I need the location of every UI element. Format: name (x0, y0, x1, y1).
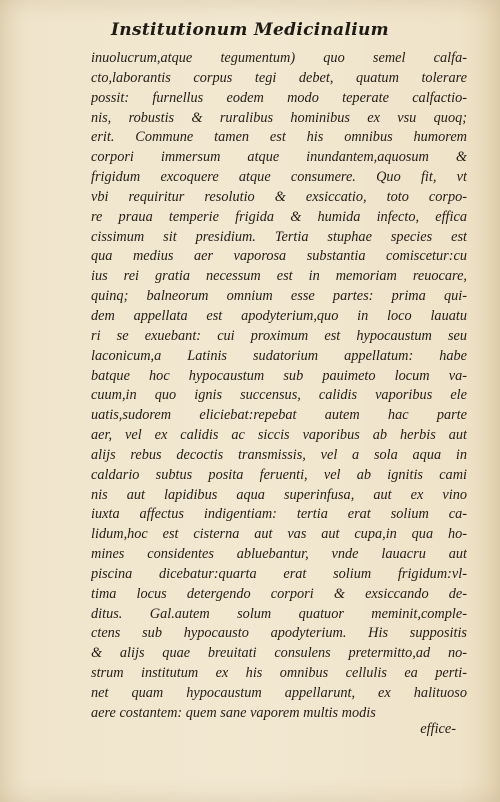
text-line: inuolucrum,atque tegumentum) quo semel calfa- (91, 50, 467, 66)
text-line: iuxta affectus indigentiam: tertia erat solium ca- (91, 506, 467, 523)
text-line: net quam hypocaustum appellarunt, ex halituoso (91, 685, 467, 701)
text-line: vbi requiritur resolutio & exsiccatio, toto corpo- (91, 188, 467, 205)
running-title: Institutionum Medicinalium (111, 20, 389, 40)
text-line: frigidum excoquere atque consumere. Quo fit, vt (91, 169, 467, 186)
text-line: ctens sub hypocausto apodyterium. His suppositis (91, 625, 467, 642)
text-line: erit. Commune tamen est his omnibus humorem (91, 129, 467, 146)
text-line: caldario subtus posita feruenti, vel ab ignitis cami (91, 466, 467, 483)
text-line: qua medius aer vaporosa substantia comiscetur:cu (91, 248, 467, 265)
text-line: aere costantem: quem sane vaporem multis modis (91, 704, 376, 721)
text-line: piscina dicebatur:quarta erat solium frigidum:vl- (91, 565, 467, 582)
text-line: lidum,hoc est cisterna aut vas aut cupa,in qua ho- (91, 526, 467, 543)
catchword: effice- (420, 721, 456, 737)
text-line: cto,laborantis corpus tegi debet, quatum tolerare (91, 69, 467, 86)
text-line: aer, vel ex calidis ac siccis vaporibus ab herbis aut (91, 427, 467, 444)
text-line: mines considentes abluebantur, vnde lauacru aut (91, 546, 467, 563)
text-line: strum institutum ex his omnibus cellulis ea perti- (91, 665, 467, 682)
text-line: nis, robustis & ruralibus hominibus ex vsu quoq; (91, 109, 467, 126)
text-line: cissimum sit presidium. Tertia stuphae species est (91, 228, 467, 245)
text-line: ri se exuebant: cui proximum est hypocaustum seu (91, 327, 467, 344)
text-line: nis aut lapidibus aqua superinfusa, aut ex vino (91, 486, 467, 503)
body-text (91, 49, 467, 724)
text-line: possit: furnellus eodem modo teperate calfactio- (91, 89, 467, 106)
text-line: dem appellata est apodyterium,quo in loco lauatu (91, 307, 467, 324)
text-line: alijs rebus decoctis transmissis, vel a sola aqua in (91, 446, 467, 463)
text-line: cuum,in quo ignis succensus, calidis vaporibus ele (91, 387, 467, 404)
text-line: quinq; balneorum omnium esse partes: prima qui- (91, 288, 467, 305)
text-line: ditus. Gal.autem solum quatuor meminit,comple- (91, 605, 467, 622)
text-line: ius rei gratia necessum est in memoriam reuocare, (91, 268, 467, 285)
text-line: uatis,sudorem eliciebat:repebat autem hac parte (91, 407, 467, 424)
text-line: tima locus detergendo corpori & exsiccando de- (91, 585, 467, 602)
text-line: laconicum,a Latinis sudatorium appellatum: habe (91, 347, 467, 364)
text-line: corpori immersum atque inundantem,aquosum & (91, 149, 467, 166)
text-line: batque hoc hypocaustum sub pauimeto locum va- (91, 367, 467, 384)
text-line: re praua temperie frigida & humida infecto, effica (91, 208, 467, 225)
text-line: & alijs quae breuitati consulens pretermitto,ad no- (91, 645, 467, 662)
